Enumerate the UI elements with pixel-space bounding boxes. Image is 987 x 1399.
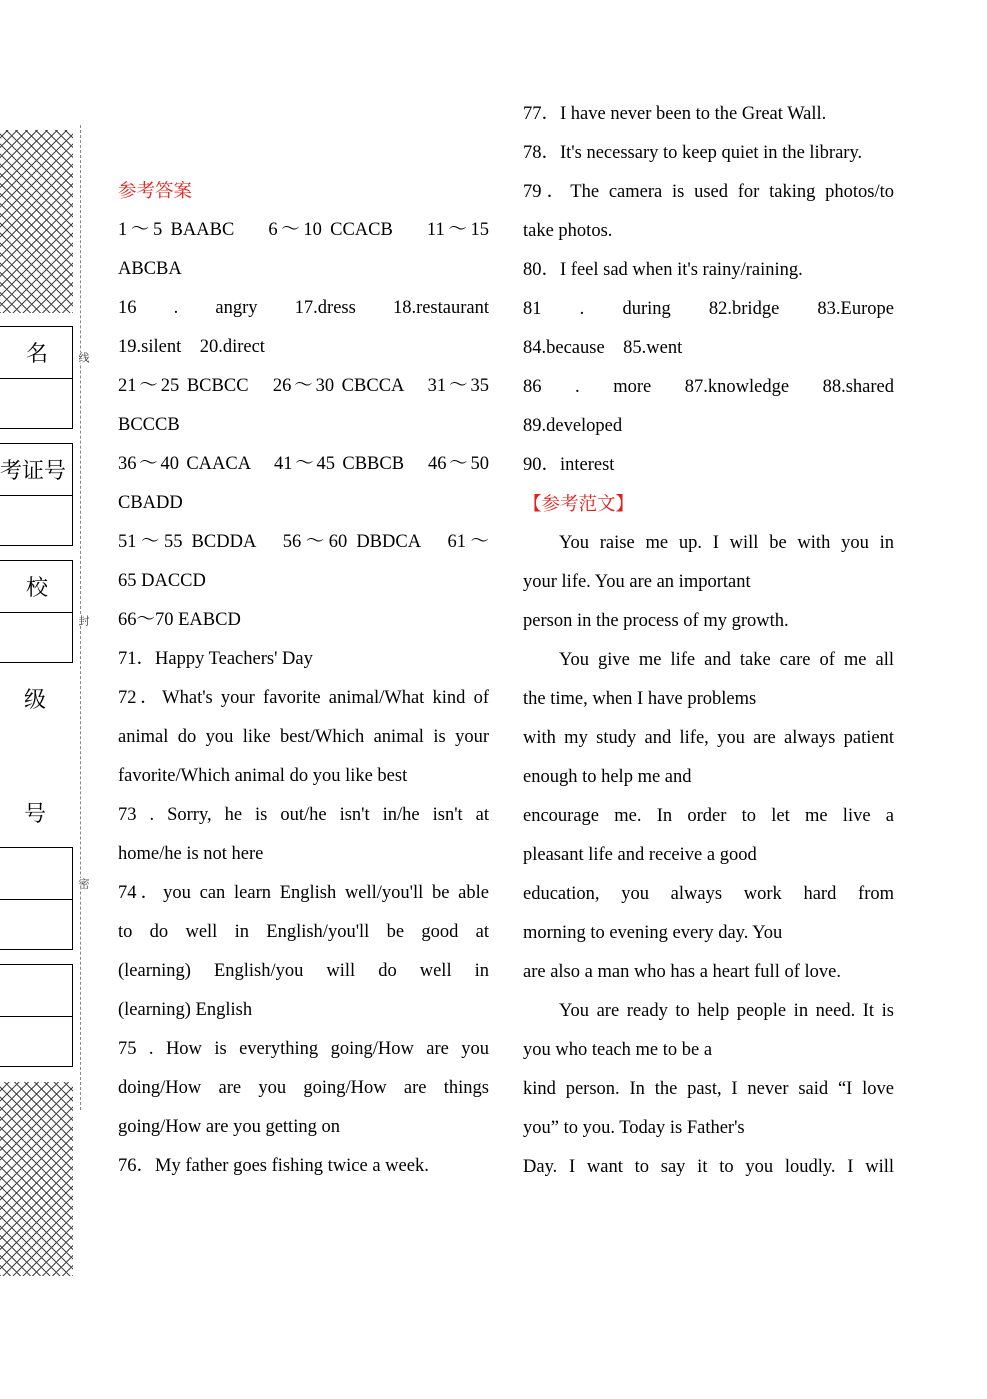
essay-line: You are ready to help people in need. It is [559, 1001, 894, 1021]
answer-line: 80．I feel sad when it's rainy/raining. [523, 260, 803, 280]
answer-line: 84.because 85.went [523, 338, 683, 358]
answer-line: 19.silent 20.direct [118, 337, 265, 357]
answer-line: take photos. [523, 221, 613, 241]
answer-line: home/he is not here [118, 844, 264, 864]
exam-id-box-divider [0, 495, 72, 496]
answer-line: 86 . more 87.knowledge 88.shared [523, 377, 894, 397]
answer-line: (learning) English/you will do well in [118, 961, 489, 981]
school-box-divider [0, 612, 72, 613]
answer-line: 51～55 BCDDA 56～60 DBDCA 61～ [118, 532, 489, 552]
essay-line: encourage me. In order to let me live a [523, 806, 894, 826]
number-box-divider [0, 899, 72, 900]
blank-box [0, 964, 73, 1067]
exam-id-label: 考证号 [0, 458, 67, 484]
answer-line: 74．you can learn English well/you'll be able [118, 883, 489, 903]
essay-line: morning to evening every day. You [523, 923, 783, 943]
answer-line: 79．The camera is used for taking photos/to [523, 182, 894, 202]
answer-line: CBADD [118, 493, 183, 513]
model-essay-heading: 【参考范文】 [523, 494, 635, 515]
essay-line: you” to you. Today is Father's [523, 1118, 745, 1138]
school-label: 校 [26, 575, 49, 601]
answer-key-column [118, 172, 489, 1186]
blank-box-divider [0, 1016, 72, 1017]
essay-line: You raise me up. I will be with you in [559, 533, 894, 553]
binding-mark-secret: 密 [77, 878, 90, 889]
name-box-divider [0, 378, 72, 379]
essay-line: kind person. In the past, I never said “I love [523, 1079, 894, 1099]
answer-key-heading: 参考答案 [118, 181, 193, 202]
answer-line: 71．Happy Teachers' Day [118, 649, 313, 669]
essay-line: pleasant life and receive a good [523, 845, 757, 865]
essay-line: Day. I want to say it to you loudly. I will [523, 1157, 894, 1177]
answer-line: 1～5 BAABC 6～10 CCACB 11～15 [118, 220, 489, 240]
answer-line: 90．interest [523, 455, 615, 475]
binding-mark-seal: 封 [77, 615, 90, 626]
answer-essay-column [523, 95, 894, 1187]
answer-line: 21～25 BCBCC 26～30 CBCCA 31～35 [118, 376, 489, 396]
answer-line: doing/How are you going/How are things [118, 1078, 489, 1098]
exam-id-box [0, 443, 73, 546]
answer-line: favorite/Which animal do you like best [118, 766, 408, 786]
essay-line: are also a man who has a heart full of love. [523, 962, 841, 982]
answer-line: 72．What's your favorite animal/What kind of [118, 688, 489, 708]
answer-line: 78．It's necessary to keep quiet in the library. [523, 143, 863, 163]
answer-line: 65 DACCD [118, 571, 206, 591]
answer-line: to do well in English/you'll be good at [118, 922, 489, 942]
answer-line: BCCCB [118, 415, 180, 435]
essay-line: with my study and life, you are always patient [523, 728, 894, 748]
answer-line: 75 . How is everything going/How are you [118, 1039, 489, 1059]
essay-line: you who teach me to be a [523, 1040, 713, 1060]
answer-line: 77．I have never been to the Great Wall. [523, 104, 827, 124]
answer-line: 66～70 EABCD [118, 610, 241, 630]
essay-line: the time, when I have problems [523, 689, 757, 709]
number-label: 号 [24, 802, 47, 827]
answer-line: 81 . during 82.bridge 83.Europe [523, 299, 894, 319]
name-label: 名 [26, 341, 49, 367]
essay-line: You give me life and take care of me all [559, 650, 894, 670]
school-box [0, 560, 73, 663]
answer-line: ABCBA [118, 259, 182, 279]
essay-line: person in the process of my growth. [523, 611, 789, 631]
answer-line: 76．My father goes fishing twice a week. [118, 1156, 429, 1176]
answer-line: animal do you like best/Which animal is your [118, 727, 489, 747]
essay-line: your life. You are an important [523, 572, 751, 592]
name-box [0, 326, 73, 429]
number-box [0, 847, 73, 950]
answer-line: 16 . angry 17.dress 18.restaurant [118, 298, 489, 318]
answer-line: going/How are you getting on [118, 1117, 340, 1137]
margin-hatch-bottom [0, 1082, 73, 1276]
margin-hatch-top [0, 130, 73, 313]
answer-line: 89.developed [523, 416, 623, 436]
binding-mark-line: 线 [77, 352, 90, 363]
essay-line: education, you always work hard from [523, 884, 894, 904]
class-label: 级 [24, 688, 47, 713]
essay-line: enough to help me and [523, 767, 692, 787]
answer-line: (learning) English [118, 1000, 253, 1020]
answer-line: 73 . Sorry, he is out/he isn't in/he isn't at [118, 805, 489, 825]
answer-line: 36～40 CAACA 41～45 CBBCB 46～50 [118, 454, 489, 474]
